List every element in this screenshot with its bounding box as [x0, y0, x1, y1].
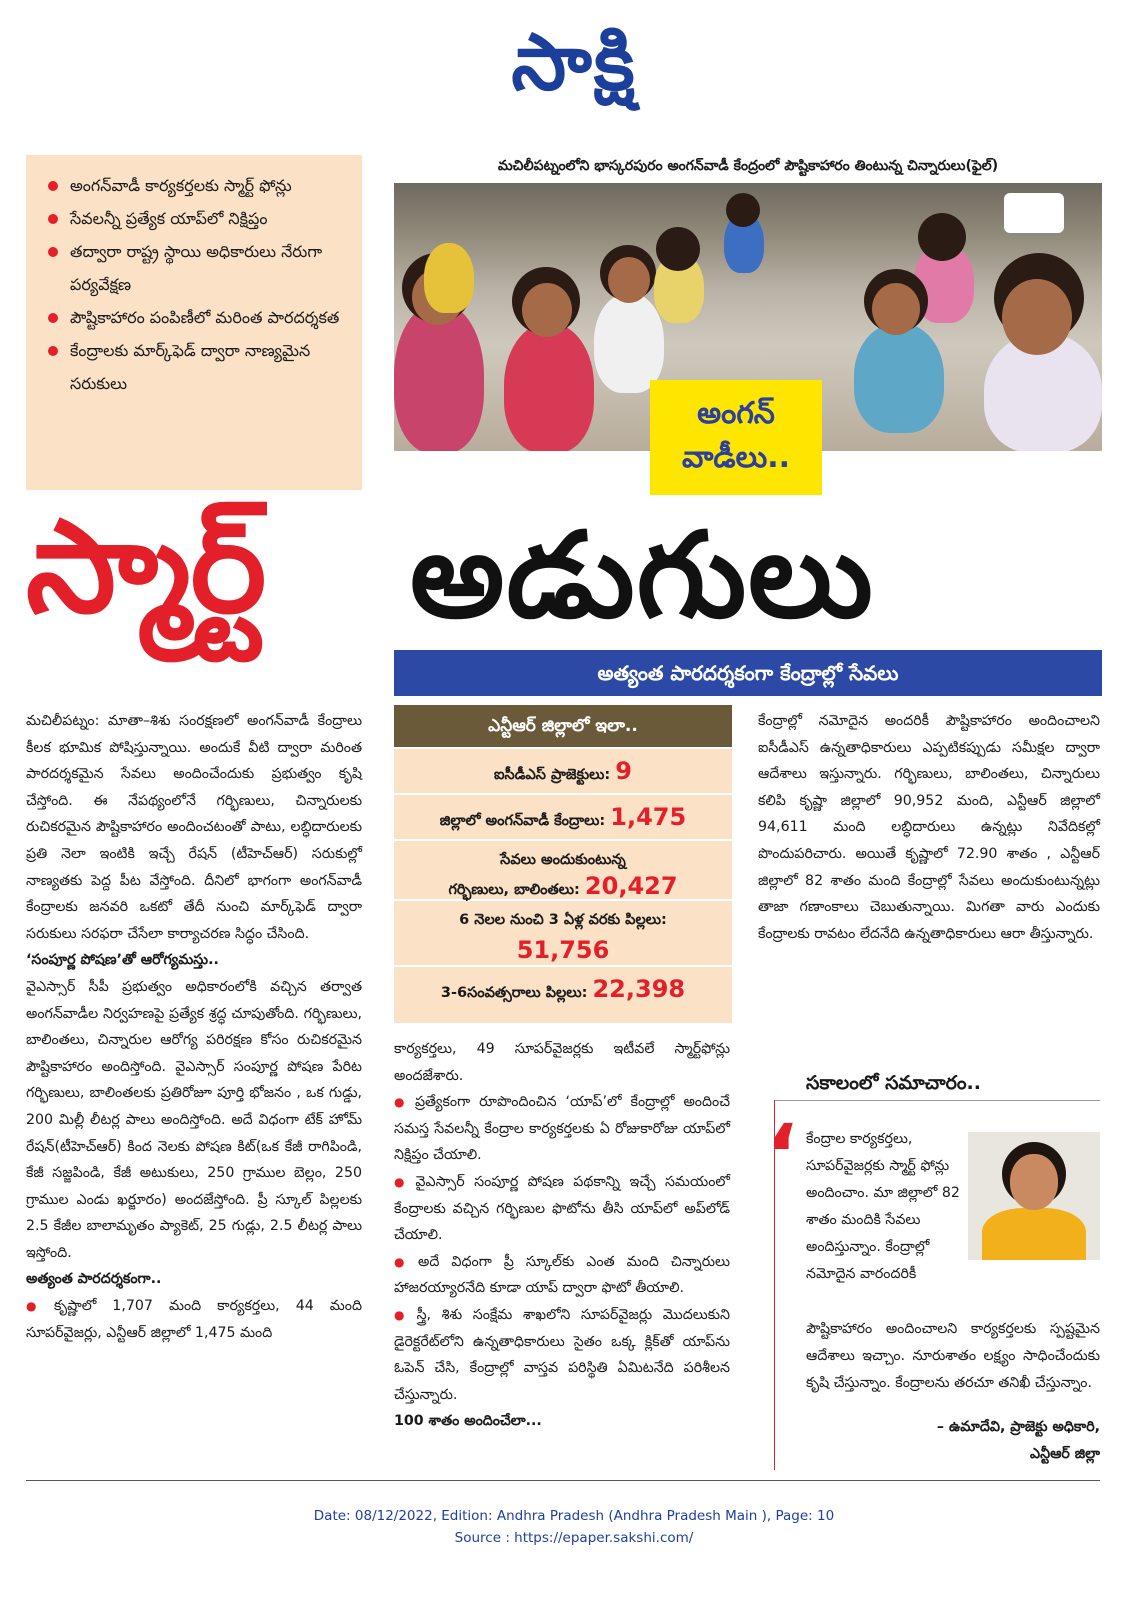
paragraph: కేంద్రాల్లో నమోదైన అందరికీ పౌష్టికాహారం అందించాలని ఐసీడీఎస్‌ ఉన్నతాధికారులు ఎప్పటికప్పుడు సమీక్షల ద్వారా ఆదేశాలు ఇస్తున్నారు. గర్భిణులు, బాలింతలు, చిన్నారులు కలిపి కృష్ణా జిల్లాలో 90,952 మంది, ఎన్టీఆర్‌ జిల్లాలో 94,611 మంది లబ్ధిదారులు ఉన్నట్లు నివేదికల్లో పొందుపరిచారు. అయితే కృష్ణాలో 72.90 శాతం , ఎన్టీఆర్‌ జిల్లాలో 82 శాతం మంది కేంద్రాల్లో సేవలు అందుకుంటున్నట్లు తాజా గణాంకాలు చెబుతున్నాయి. మిగతా వారు ఎందుకు కేంద్రాలకు రావటం లేదనేది ఉన్నతాధికారులు ఆరా తీస్తున్నారు.	[758, 713, 1100, 942]
stats-value: 22,398	[592, 975, 686, 1003]
bullet-icon	[48, 346, 58, 356]
bullet-paragraph: ● ప్రత్యేకంగా రూపొందించిన ‘యాప్‌’లో కేంద్రాల్లో అందించే సమస్త సేవలన్నీ కేంద్రాల కార్యకర్తలకు ఏ రోజుకారోజు యాప్‌లో నిక్షిప్తం చేయాలి.	[394, 1089, 730, 1169]
headline-red: స్మార్ట్‌	[26, 493, 267, 642]
article-column-2	[394, 1036, 730, 1468]
quote-mark-icon: ‘	[766, 1106, 798, 1204]
article-column-1	[26, 708, 362, 1468]
highlight-item: అంగన్‌వాడీ కార్యకర్తలకు స్మార్ట్‌ ఫోన్లు	[48, 169, 350, 202]
footer-date-edition: Date: 08/12/2022, Edition: Andhra Pradesh (Andhra Pradesh Main ), Page: 10	[313, 1508, 835, 1524]
subheading: 100 శాతం అందించేలా...	[394, 1413, 542, 1430]
bullet-icon	[48, 247, 58, 257]
stats-box	[394, 705, 732, 1023]
headline-black: అడుగులు	[410, 506, 875, 644]
highlight-item: సేవలన్నీ ప్రత్యేక యాప్‌లో నిక్షిప్తం	[48, 202, 350, 235]
bullet-paragraph: ● కృష్ణాలో 1,707 మంది కార్యకర్తలు, 44 మంది సూపర్‌వైజర్లు, ఎన్టీఆర్‌ జిల్లాలో 1,475 మంది	[26, 1293, 362, 1346]
subheadline-banner: అత్యంత పారదర్శకంగా కేంద్రాల్లో సేవలు	[394, 650, 1102, 696]
bullet-icon	[48, 313, 58, 323]
section-tag	[650, 380, 822, 495]
photo-caption: మచిలీపట్నంలోని భాస్కరపురం అంగన్‌వాడీ కేంద్రంలో పౌష్టికాహారం తింటున్న చిన్నారులు(ఫైల్‌)	[497, 158, 999, 174]
article-column-3	[758, 708, 1100, 1038]
stats-value: 9	[615, 757, 632, 785]
stats-row: సేవలు అందుకుంటున్న గర్భిణులు, బాలింతలు: 20,427	[394, 839, 732, 899]
stats-value: 1,475	[610, 803, 687, 831]
bullet-icon	[48, 214, 58, 224]
footer-source: Source : https://epaper.sakshi.com/	[454, 1530, 694, 1546]
highlight-item: తద్వారా రాష్ట్ర స్థాయి అధికారులు నేరుగా పర్యవేక్షణ	[48, 235, 350, 301]
stats-value: 51,756	[516, 936, 610, 964]
official-portrait	[968, 1132, 1100, 1260]
subheading: ‘సంపూర్ణ పోషణ’తో ఆరోగ్యమస్తు..	[26, 952, 219, 969]
stats-value: 20,427	[584, 872, 678, 900]
divider	[26, 1480, 1100, 1481]
tag-line-1: అంగన్‌	[697, 396, 775, 431]
quote-text: కేంద్రాల కార్యకర్తలు, సూపర్‌వైజర్లకు స్మార్ట్‌ ఫోన్లు అందించాం. మా జిల్లాలో 82 శాతం మందికి సేవలు అందిస్తున్నాం. కేంద్రాల్లో నమోదైన వారందరికీ	[806, 1131, 960, 1282]
quote-attribution: – ఉమాదేవి, ప్రాజెక్టు అధికారి, ఎన్టీఆర్‌ జిల్లా	[936, 1419, 1100, 1462]
bullet-icon	[48, 181, 58, 191]
masthead	[0, 18, 1148, 108]
bullet-paragraph: ● వైఎస్సార్‌ సంపూర్ణ పోషణ పథకాన్ని ఇచ్చే సమయంలో కేంద్రాలకు వచ్చిన గర్భిణుల ఫొటోను తీసి యాప్‌లో అప్‌లోడ్‌ చేయాలి.	[394, 1169, 730, 1249]
stats-title: ఎన్టీఆర్‌ జిల్లాలో ఇలా..	[394, 705, 732, 747]
quote-text: పౌష్టికాహారం అందించాలని కార్యకర్తలకు స్పష్టమైన ఆదేశాలు ఇచ్చాం. నూరుశాతం లక్ష్యం సాధించేందుకు కృషి చేస్తున్నాం. కేంద్రాలను తరచూ తనిఖీ చేస్తున్నాం.	[806, 1321, 1100, 1391]
highlight-item: కేంద్రాలకు మార్క్‌ఫెడ్‌ ద్వారా నాణ్యమైన సరుకులు	[48, 334, 350, 400]
highlights-box	[26, 155, 362, 490]
bullet-paragraph: ● స్త్రీ, శిశు సంక్షేమ శాఖలోని సూపర్‌వైజర్లు మొదలుకుని డైరెక్టరేట్‌లోని ఉన్నతాధికారులు సైతం ఒక్క క్లిక్‌తో యాప్‌ను ఓపెన్‌ చేసి, కేంద్రాల్లో వాస్తవ పరిస్థితి ఏమిటనేది పరిశీలన చేస్తున్నారు.	[394, 1302, 730, 1408]
newspaper-logo: సాక్షి	[511, 18, 637, 108]
stats-row: 6 నెలల నుంచి 3 ఏళ్ల వరకు పిల్లలు: 51,756	[394, 899, 732, 965]
paragraph: వైఎస్సార్‌ సీపీ ప్రభుత్వం అధికారంలోకి వచ్చిన తర్వాత అంగన్‌వాడీల నిర్వహణపై ప్రత్యేక శ్రద్ధ చూపుతోంది. గర్భిణులు, బాలింతలు, చిన్నారుల ఆరోగ్య పరిరక్షణ కోసం రుచికరమైన పౌష్టికాహారం అందిస్తోంది. వైఎస్సార్‌ సంపూర్ణ పోషణ పేరిట గర్భిణులు, బాలింతలకు ప్రతిరోజూ పూర్తి భోజనం , ఒక గుడ్డు, 200 మిల్లీ లీటర్ల పాలు అందిస్తోంది. అదే విధంగా టేక్‌ హోమ్‌ రేషన్‌(టీహెచ్‌ఆర్‌) కింద నెలకు పోషణ కిట్‌(ఒక కేజీ రాగిపిండి, కేజీ సజ్జపిండి, కేజీ అటుకులు, 250 గ్రాముల బెల్లం, 250 గ్రాముల ఎండు ఖర్జూరం) అందజేస్తోంది. ప్రీ స్కూల్‌ పిల్లలకు 2.5 కేజీల బాలామృతం ప్యాకెట్‌, 25 గుడ్లు, 2.5 లీటర్ల పాలు ఇస్తోంది.	[26, 978, 362, 1261]
paragraph: మచిలీపట్నం: మాతా–శిశు సంరక్షణలో అంగన్‌వాడీ కేంద్రాలు కీలక భూమిక పోషిస్తున్నాయి. అందుకే వీటి ద్వారా మరింత పారదర్శకమైన సేవలు అందించేందుకు ప్రభుత్వం కృషి చేస్తోంది. ఈ నేపథ్యంలోనే గర్భిణులు, చిన్నారులకు రుచికరమైన పౌష్టికాహారం అందించటంతో పాటు, లబ్ధిదారులకు ప్రతి నెలా ఇంటికి ఇచ్చే రేషన్‌ (టీహెచ్‌ఆర్‌) సరుకుల్లో నాణ్యతకు పెద్ద పీట వేస్తోంది. దీనిలో భాగంగా అంగన్‌వాడీ కేంద్రాలకు జనవరి ఒకటో తేదీ నుంచి మార్క్‌ఫెడ్‌ ద్వారా సరుకులు సరఫరా చేసేలా కార్యాచరణ సిద్ధం చేసింది.	[26, 713, 362, 942]
tag-line-2: వాడీలు..	[681, 440, 791, 475]
stats-row: 3-6సంవత్సరాలు పిల్లలు: 22,398	[394, 965, 732, 1011]
highlight-item: పౌష్టికాహారం పంపిణీలో మరింత పారదర్శకత	[48, 301, 350, 334]
bullet-paragraph: ● అదే విధంగా ప్రీ స్కూల్‌కు ఎంత మంది చిన్నారులు హాజరయ్యారనేది కూడా యాప్‌ ద్వారా ఫొటో తీయాలి.	[394, 1249, 730, 1302]
stats-row: జిల్లాలో అంగన్‌వాడీ కేంద్రాలు: 1,475	[394, 793, 732, 839]
subheading: అత్యంత పారదర్శకంగా..	[26, 1271, 162, 1288]
quote-title: సకాలంలో సమాచారం..	[806, 1072, 981, 1094]
divider	[774, 1100, 1100, 1101]
stats-row: ఐసీడీఎస్‌ ప్రాజెక్టులు: 9	[394, 747, 732, 793]
paragraph: కార్యకర్తలు, 49 సూపర్‌వైజర్లకు ఇటీవలే స్మార్ట్‌ఫోన్లు అందజేశారు.	[394, 1041, 730, 1084]
